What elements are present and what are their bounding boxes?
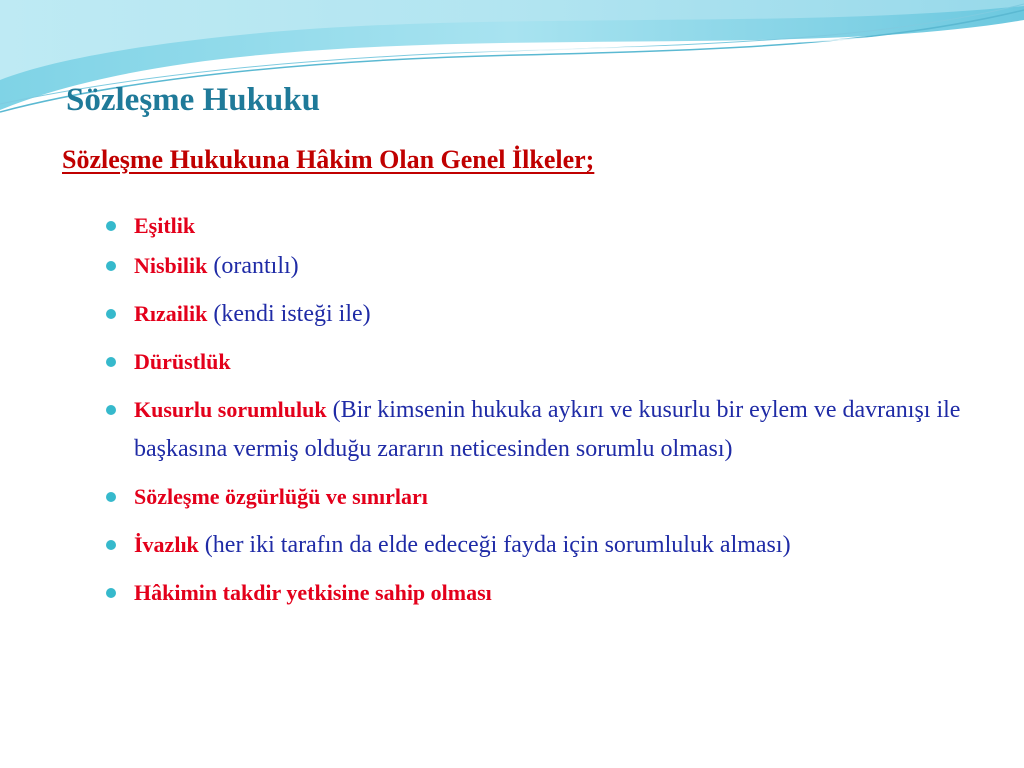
list-item	[106, 294, 1011, 334]
bullet-icon	[106, 309, 116, 319]
bullet-icon	[106, 540, 116, 550]
slide-subtitle: Sözleşme Hukukuna Hâkim Olan Genel İlkeler;	[62, 145, 595, 174]
list-item	[106, 206, 1011, 246]
principle-term: İvazlık	[134, 532, 199, 557]
principle-term: Dürüstlük	[134, 349, 231, 374]
list-item	[106, 525, 1011, 565]
principle-term: Sözleşme özgürlüğü ve sınırları	[134, 484, 428, 509]
principles-list	[106, 206, 1011, 613]
list-item	[106, 573, 1011, 613]
bullet-icon	[106, 221, 116, 231]
principle-description: (kendi isteği ile)	[213, 301, 371, 327]
bullet-icon	[106, 405, 116, 415]
principle-term: Nisbilik	[134, 253, 208, 278]
principle-description: (her iki tarafın da elde edeceği fayda için sorumluluk alması)	[204, 532, 791, 558]
list-item	[106, 342, 1011, 382]
bullet-icon	[106, 261, 116, 271]
principle-description: (Bir kimsenin hukuka aykırı ve kusurlu bir eylem ve davranışı ile başkasına vermiş olduğu zararın neticesinden sorumlu olması)	[134, 397, 961, 462]
principle-description: (orantılı)	[213, 253, 299, 279]
principle-term: Hâkimin takdir yetkisine sahip olması	[134, 580, 492, 605]
list-item	[106, 246, 1011, 286]
list-item	[106, 477, 1011, 517]
bullet-icon	[106, 492, 116, 502]
slide-title: Sözleşme Hukuku	[66, 82, 320, 118]
principle-term: Eşitlik	[134, 213, 196, 238]
bullet-icon	[106, 357, 116, 367]
list-item	[106, 390, 1011, 469]
principle-term: Kusurlu sorumluluk	[134, 397, 327, 422]
bullet-icon	[106, 588, 116, 598]
principle-term: Rızailik	[134, 301, 208, 326]
